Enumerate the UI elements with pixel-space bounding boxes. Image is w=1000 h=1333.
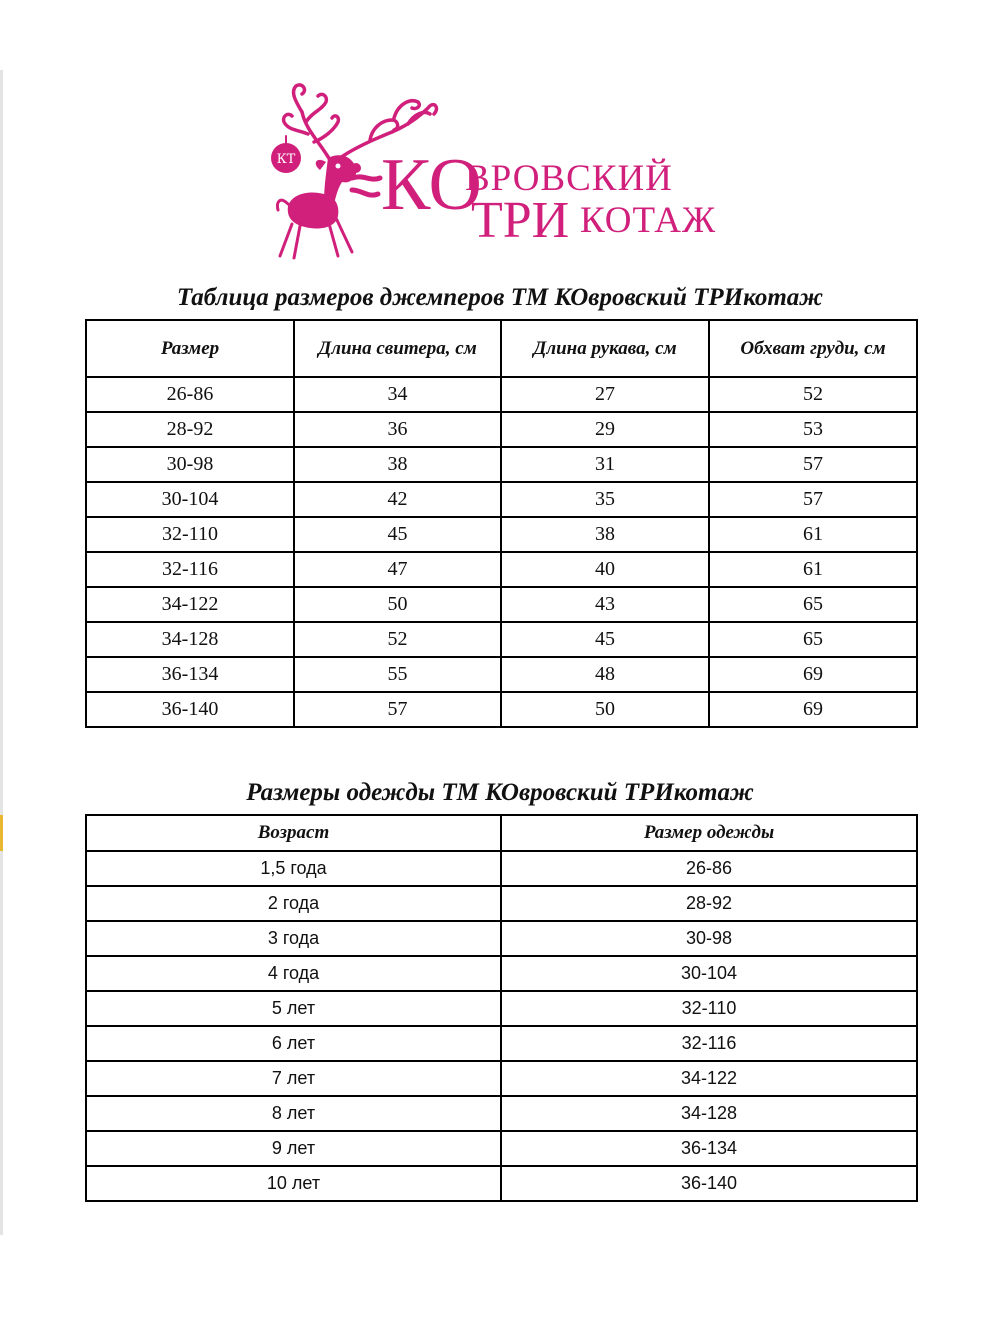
header-sleeve-length: Длина рукава, см bbox=[501, 320, 709, 377]
table-row bbox=[86, 1026, 917, 1061]
clothing-size-cell: 34-122 bbox=[501, 1061, 917, 1096]
chest-girth-cell: 61 bbox=[709, 552, 917, 587]
size-cell: 34-128 bbox=[86, 622, 294, 657]
sweater-length-cell: 38 bbox=[294, 447, 501, 482]
age-cell: 10 лет bbox=[86, 1166, 501, 1201]
table-header-row bbox=[86, 320, 917, 377]
age-cell: 1,5 года bbox=[86, 851, 501, 886]
sweater-length-cell: 57 bbox=[294, 692, 501, 727]
table-row bbox=[86, 482, 917, 517]
table-row bbox=[86, 1096, 917, 1131]
size-cell: 32-116 bbox=[86, 552, 294, 587]
table-row bbox=[86, 692, 917, 727]
clothing-size-cell: 30-104 bbox=[501, 956, 917, 991]
age-cell: 5 лет bbox=[86, 991, 501, 1026]
page-edge-line bbox=[0, 70, 3, 1235]
chest-girth-cell: 65 bbox=[709, 622, 917, 657]
logo-word-tri: ТРИ bbox=[471, 192, 570, 249]
sleeve-length-cell: 50 bbox=[501, 692, 709, 727]
header-size: Размер bbox=[86, 320, 294, 377]
header-age: Возраст bbox=[86, 815, 501, 851]
sweater-length-cell: 50 bbox=[294, 587, 501, 622]
clothing-size-cell: 30-98 bbox=[501, 921, 917, 956]
table-row bbox=[86, 517, 917, 552]
age-cell: 6 лет bbox=[86, 1026, 501, 1061]
table-row bbox=[86, 377, 917, 412]
clothing-size-cell: 26-86 bbox=[501, 851, 917, 886]
table-row bbox=[86, 886, 917, 921]
clothing-size-cell: 28-92 bbox=[501, 886, 917, 921]
chest-girth-cell: 53 bbox=[709, 412, 917, 447]
size-cell: 30-98 bbox=[86, 447, 294, 482]
sweater-length-cell: 52 bbox=[294, 622, 501, 657]
chest-girth-cell: 69 bbox=[709, 657, 917, 692]
sweater-length-cell: 42 bbox=[294, 482, 501, 517]
logo-word-top: ВРОВСКИЙ bbox=[465, 158, 673, 199]
size-cell: 36-140 bbox=[86, 692, 294, 727]
sleeve-length-cell: 48 bbox=[501, 657, 709, 692]
age-cell: 9 лет bbox=[86, 1131, 501, 1166]
size-cell: 34-122 bbox=[86, 587, 294, 622]
size-cell: 36-134 bbox=[86, 657, 294, 692]
sleeve-length-cell: 43 bbox=[501, 587, 709, 622]
sweater-length-cell: 34 bbox=[294, 377, 501, 412]
logo-word-ko: КО bbox=[381, 144, 482, 226]
sweater-length-cell: 55 bbox=[294, 657, 501, 692]
age-cell: 7 лет bbox=[86, 1061, 501, 1096]
chest-girth-cell: 61 bbox=[709, 517, 917, 552]
sweater-length-cell: 36 bbox=[294, 412, 501, 447]
sleeve-length-cell: 40 bbox=[501, 552, 709, 587]
header-clothing-size: Размер одежды bbox=[501, 815, 917, 851]
clothing-size-cell: 32-116 bbox=[501, 1026, 917, 1061]
clothing-size-cell: 36-140 bbox=[501, 1166, 917, 1201]
table-row bbox=[86, 657, 917, 692]
size-cell: 28-92 bbox=[86, 412, 294, 447]
clothing-size-cell: 36-134 bbox=[501, 1131, 917, 1166]
size-cell: 26-86 bbox=[86, 377, 294, 412]
sleeve-length-cell: 38 bbox=[501, 517, 709, 552]
sweater-size-table-title: Таблица размеров джемперов ТМ КОвровский ТРИкотаж bbox=[176, 284, 824, 311]
size-cell: 32-110 bbox=[86, 517, 294, 552]
table-row bbox=[86, 921, 917, 956]
size-cell: 30-104 bbox=[86, 482, 294, 517]
brand-logo bbox=[268, 78, 738, 263]
table-row bbox=[86, 552, 917, 587]
page-edge-marker bbox=[0, 815, 3, 851]
sleeve-length-cell: 45 bbox=[501, 622, 709, 657]
chest-girth-cell: 52 bbox=[709, 377, 917, 412]
table-row bbox=[86, 1131, 917, 1166]
table-row bbox=[86, 412, 917, 447]
age-cell: 3 года bbox=[86, 921, 501, 956]
sleeve-length-cell: 29 bbox=[501, 412, 709, 447]
table-row bbox=[86, 991, 917, 1026]
chest-girth-cell: 57 bbox=[709, 482, 917, 517]
table-row bbox=[86, 1061, 917, 1096]
chest-girth-cell: 57 bbox=[709, 447, 917, 482]
table-row bbox=[86, 851, 917, 886]
table-header-row bbox=[86, 815, 917, 851]
clothing-size-cell: 32-110 bbox=[501, 991, 917, 1026]
age-cell: 2 года bbox=[86, 886, 501, 921]
clothing-size-table bbox=[85, 814, 918, 1202]
table-row bbox=[86, 622, 917, 657]
sweater-length-cell: 47 bbox=[294, 552, 501, 587]
age-cell: 4 года bbox=[86, 956, 501, 991]
chest-girth-cell: 69 bbox=[709, 692, 917, 727]
ornament-monogram: КТ bbox=[276, 152, 296, 167]
table-row bbox=[86, 956, 917, 991]
clothing-size-cell: 34-128 bbox=[501, 1096, 917, 1131]
logo-word-bottom: КОТАЖ bbox=[580, 200, 717, 241]
sleeve-length-cell: 35 bbox=[501, 482, 709, 517]
sweater-length-cell: 45 bbox=[294, 517, 501, 552]
clothing-size-table-title: Размеры одежды ТМ КОвровский ТРИкотаж bbox=[246, 779, 754, 806]
table-row bbox=[86, 447, 917, 482]
table-row bbox=[86, 587, 917, 622]
chest-girth-cell: 65 bbox=[709, 587, 917, 622]
header-sweater-length: Длина свитера, см bbox=[294, 320, 501, 377]
sleeve-length-cell: 27 bbox=[501, 377, 709, 412]
sweater-size-table bbox=[85, 319, 918, 728]
header-chest-girth: Обхват груди, см bbox=[709, 320, 917, 377]
sleeve-length-cell: 31 bbox=[501, 447, 709, 482]
table-row bbox=[86, 1166, 917, 1201]
age-cell: 8 лет bbox=[86, 1096, 501, 1131]
